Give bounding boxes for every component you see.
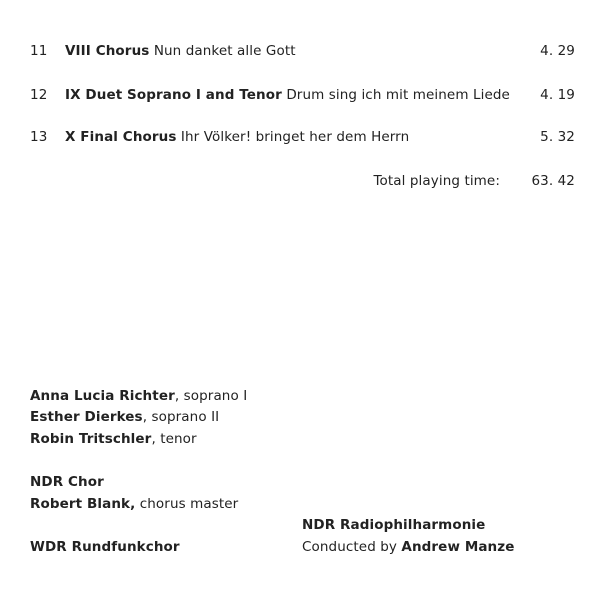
credit-chorus-master: [30, 494, 238, 514]
credit-wdr-rundfunkchor: [30, 537, 180, 557]
track-duration: 5. 32: [540, 129, 575, 145]
orchestra-name: [302, 515, 485, 535]
credit-tenor: [30, 429, 197, 449]
track-number: 13: [30, 129, 48, 145]
performer-role: , tenor: [151, 431, 197, 447]
track-number: 12: [30, 87, 48, 103]
track-title: [65, 41, 296, 61]
credit-soprano-1: [30, 386, 247, 406]
track-section: X Final Chorus: [65, 129, 177, 145]
track-number: 11: [30, 43, 48, 59]
performer-role: , soprano II: [142, 409, 220, 425]
track-section: VIII Chorus: [65, 43, 150, 59]
performer-role: chorus master: [135, 496, 239, 512]
performer-name: Esther Dierkes: [30, 409, 143, 425]
track-section: IX Duet Soprano I and Tenor: [65, 87, 282, 103]
track-duration: 4. 29: [540, 43, 575, 59]
credit-ndr-chor: [30, 472, 104, 492]
performer-role: , soprano I: [174, 388, 248, 404]
track-text: Drum sing ich mit meinem Liede: [286, 87, 510, 103]
track-row: [30, 41, 575, 61]
performer-name: Robert Blank,: [30, 496, 136, 512]
credit-soprano-2: [30, 407, 219, 427]
track-text: Nun danket alle Gott: [153, 43, 296, 59]
track-duration: 4. 19: [540, 87, 575, 103]
total-label: Total playing time:: [373, 173, 500, 189]
track-row: [30, 85, 575, 105]
track-row: [30, 127, 575, 147]
ensemble-name: NDR Chor: [30, 474, 104, 490]
performer-name: Robin Tritschler: [30, 431, 152, 447]
track-title: [65, 85, 510, 105]
conductor-name: Andrew Manze: [401, 539, 515, 555]
orchestra-name-text: NDR Radiophilharmonie: [302, 517, 486, 533]
total-value: 63. 42: [531, 173, 575, 189]
track-title: [65, 127, 409, 147]
track-text: Ihr Völker! bringet her dem Herrn: [180, 129, 410, 145]
conductor-prefix: Conducted by: [302, 539, 402, 555]
total-playing-time: [30, 171, 575, 191]
conductor-line: [302, 537, 514, 557]
ensemble-name: WDR Rundfunkchor: [30, 539, 180, 555]
performer-name: Anna Lucia Richter: [30, 388, 175, 404]
